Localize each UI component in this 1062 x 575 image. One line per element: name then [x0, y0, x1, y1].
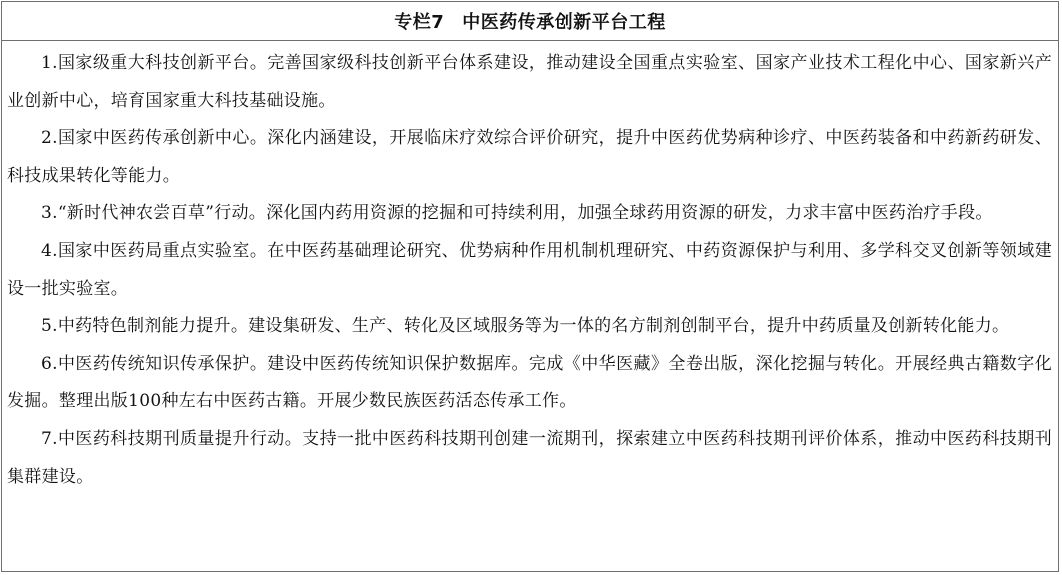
- list-item: 7.中医药科技期刊质量提升行动。支持一批中医药科技期刊创建一流期刊，探索建立中医药科技期刊评价体系，推动中医药科技期刊集群建设。: [7, 428, 1052, 487]
- list-item: 3.“新时代神农尝百草”行动。深化国内药用资源的挖掘和可持续利用，加强全球药用资源的研发，力求丰富中医药治疗手段。: [41, 203, 993, 224]
- column-box: [1, 1, 1059, 572]
- column-heading: 中医药传承创新平台工程: [462, 12, 666, 33]
- column-content: [2, 41, 1058, 496]
- list-item: 4.国家中医药局重点实验室。在中医药基础理论研究、优势病种作用机制机理研究、中药资源保护与利用、多学科交叉创新等领域建设一批实验室。: [7, 240, 1052, 299]
- list-item: 2.国家中医药传承创新中心。深化内涵建设，开展临床疗效综合评价研究，提升中医药优势病种诊疗、中医药装备和中药新药研发、科技成果转化等能力。: [7, 128, 1052, 186]
- list-item: 5.中药特色制剂能力提升。建设集研发、生产、转化及区域服务等为一体的名方制剂创制平台，提升中药质量及创新转化能力。: [41, 316, 1010, 337]
- column-label: 专栏7: [394, 12, 445, 33]
- list-item: 1.国家级重大科技创新平台。完善国家级科技创新平台体系建设，推动建设全国重点实验室、国家产业技术工程化中心、国家新兴产业创新中心，培育国家重大科技基础设施。: [7, 53, 1052, 111]
- column-title: [2, 2, 1058, 41]
- list-item: 6.中医药传统知识传承保护。建设中医药传统知识保护数据库。完成《中华医藏》全卷出版，深化挖掘与转化。开展经典古籍数字化发掘。整理出版100种左右中医药古籍。开展少数民族医药活态传承工作。: [7, 353, 1052, 412]
